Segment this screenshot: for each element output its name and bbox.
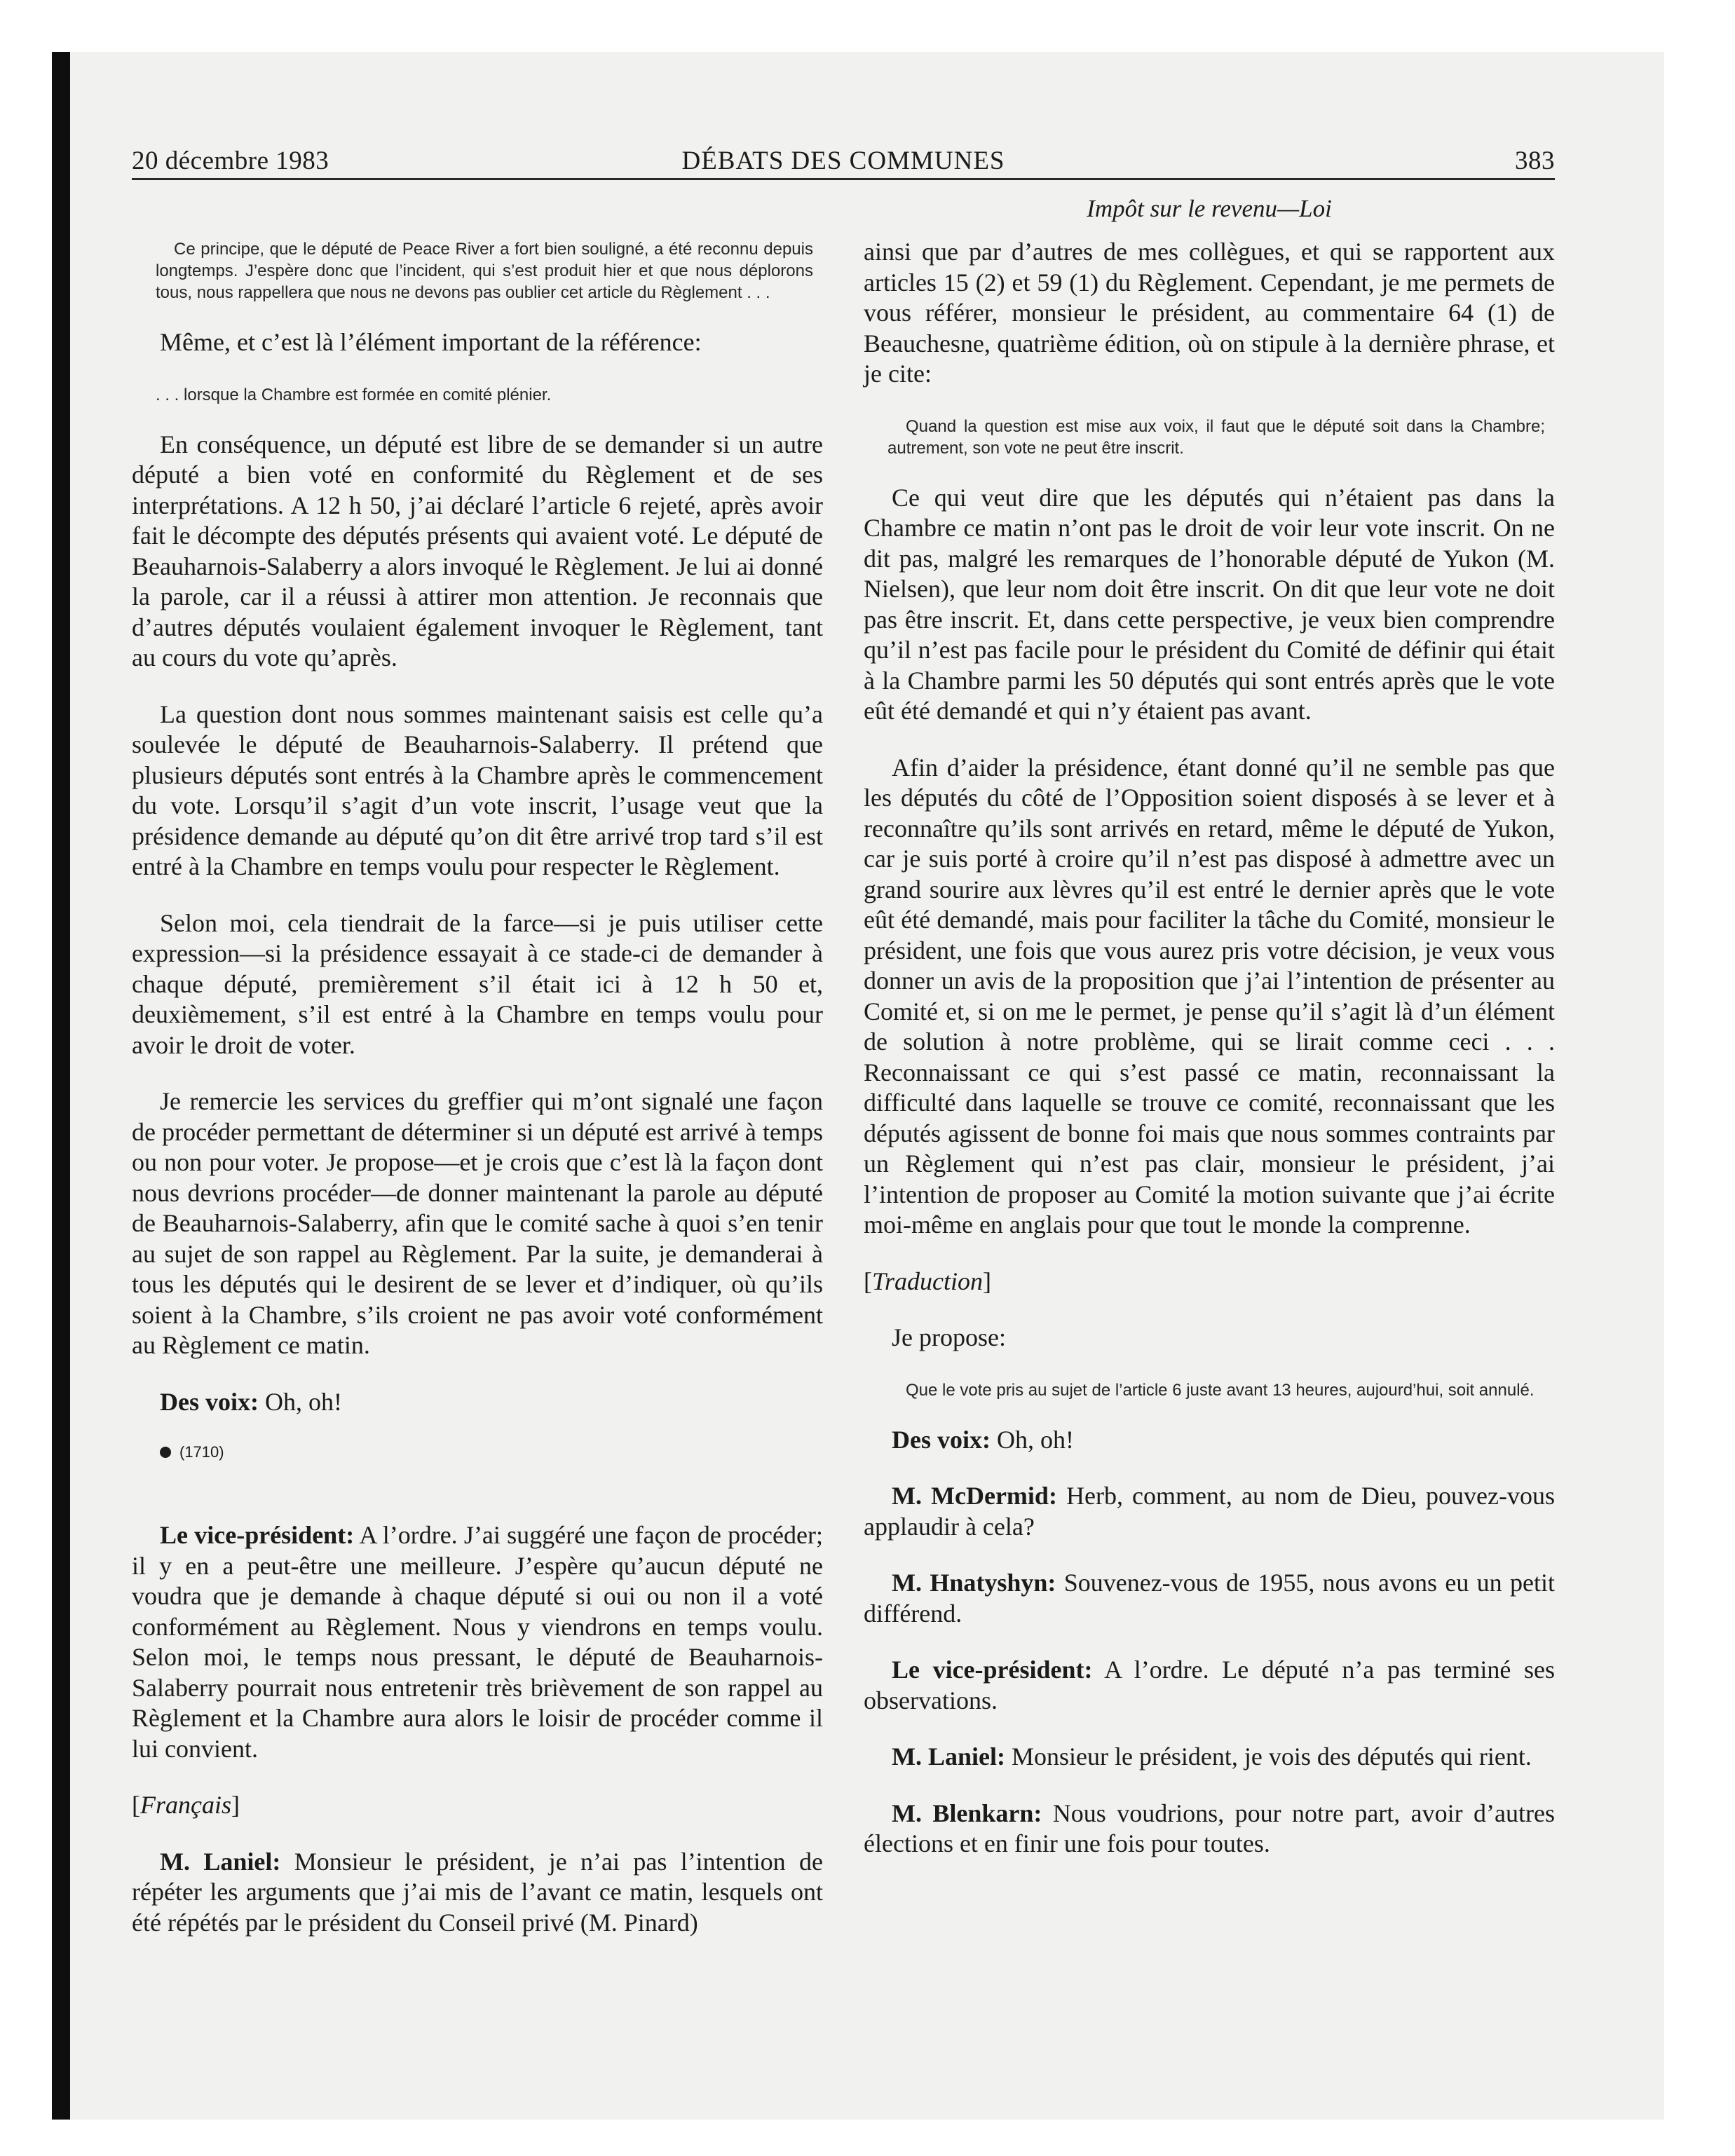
speech-text: Nous voudrions, pour notre part, avoir d’autres élections et en finir une fois pour toutes.	[864, 1799, 1555, 1857]
speech-text: Souvenez-vous de 1955, nous avons eu un petit différend.	[864, 1569, 1555, 1628]
quotation-block: Ce principe, que le député de Peace River a fort bien souligné, a été reconnu depuis longtemps. J’espère donc que l’incident, qui s’est produit hier et que nous déplorons tous, nous rappellera que nous ne devons pas oublier cet article du Règlement . . .	[156, 240, 813, 302]
language-tag: [Traduction]	[864, 1267, 992, 1295]
speech-text: Oh, oh!	[258, 1387, 342, 1416]
right-column	[864, 237, 1555, 1885]
speech	[864, 1481, 1555, 1542]
speech-text: A l’ordre. Le député n’a pas terminé ses observations.	[864, 1656, 1555, 1714]
paragraph: La question dont nous sommes maintenant saisis est celle qu’a soulevée le député de Beauharnois-Salaberry. Il prétend que plusieurs députés sont entrés à la Chambre après le commencement du vote. Lorsqu’il s’agit d’un vote inscrit, l’usage veut que la présidence demande au député qu’on dit être arrivé trop tard s’il est entré à la Chambre en temps voulu pour respecter le Règlement.	[132, 700, 823, 880]
speech	[132, 1520, 823, 1764]
paragraph: Même, et c’est là l’élément important de la référence:	[160, 328, 702, 356]
header-publication: DÉBATS DES COMMUNES	[681, 146, 1005, 175]
quotation-block: . . . lorsque la Chambre est formée en comité plénier.	[156, 385, 552, 404]
paragraph: Je remercie les services du greffier qui m’ont signalé une façon de procéder permettant de déterminer si un député est arrivé à temps ou non pour voter. Je propose—et je crois que c’est là la façon dont nous devrions procéder—de donner maintenant la parole au député de Beauharnois-Salaberry, afin que le comité sache à quoi s’en tenir au sujet de son rappel au Règlement. Par la suite, je demanderai à tous les députés qui le desirent de se lever et d’indiquer, où qu’ils soient à la Chambre, s’ils croient ne pas avoir voté conformément au Règlement ce matin.	[132, 1087, 823, 1359]
speaker-name: M. McDermid:	[892, 1482, 1057, 1510]
speech-text: Monsieur le président, je vois des députés qui rient.	[1005, 1742, 1532, 1770]
paragraph: Selon moi, cela tiendrait de la farce—si je puis utiliser cette expression—si la présidence essayait à ce stade-ci de demander à chaque député, premièrement s’il était ici à 12 h 50 et, deuxièmement, s’il est entré à la Chambre en temps voulu pour avoir le droit de voter.	[132, 908, 823, 1059]
speech-text: Herb, comment, au nom de Dieu, pouvez-vous applaudir à cela?	[864, 1482, 1556, 1541]
speaker-name: Des voix:	[160, 1387, 259, 1416]
paragraph: En conséquence, un député est libre de se demander si un autre député a bien voté en conformité du Règlement et de ses interprétations. A 12 h 50, j’ai déclaré l’article 6 rejeté, après avoir fait le décompte des députés présents qui avaient voté. Le député de Beauharnois-Salaberry a alors invoqué le Règlement. Je lui ai donné la parole, car il a réussi à attirer mon attention. Je reconnais que d’autres députés voulaient également invoquer le Règlement, tant au cours du vote qu’après.	[132, 430, 823, 671]
speaker-name: M. Blenkarn:	[892, 1799, 1042, 1827]
left-column	[132, 238, 823, 1938]
speaker-name: M. Laniel:	[160, 1847, 281, 1876]
header-date: 20 décembre 1983	[132, 146, 329, 175]
speaker-name: Le vice-président:	[160, 1521, 355, 1549]
header-page-number: 383	[1515, 146, 1555, 175]
speech	[132, 1387, 823, 1418]
time-stamp: (1710)	[179, 1443, 224, 1461]
binding-edge	[52, 52, 70, 2120]
speech	[864, 1568, 1555, 1629]
quotation-block: Quand la question est mise aux voix, il faut que le député soit dans la Chambre; autrement, son vote ne peut être inscrit.	[887, 416, 1545, 458]
running-head: Impôt sur le revenu—Loi	[1087, 195, 1332, 222]
bullet-icon	[160, 1447, 171, 1458]
speech	[864, 1799, 1555, 1860]
language-tag-text: Traduction	[872, 1267, 984, 1295]
speech	[864, 1742, 1555, 1773]
speech	[864, 1655, 1555, 1716]
language-tag: [Français]	[132, 1791, 240, 1819]
paragraph: Je propose:	[892, 1323, 1006, 1351]
speech-text: Oh, oh!	[990, 1425, 1074, 1454]
speaker-name: M. Laniel:	[892, 1742, 1005, 1770]
time-marker	[160, 1443, 823, 1461]
motion-text: Que le vote pris au sujet de l’article 6 juste avant 13 heures, aujourd’hui, soit annulé.	[906, 1380, 1535, 1400]
speech-text: Monsieur le président, je n’ai pas l’intention de répéter les arguments que j’ai mis de l’avant ce matin, lesquels ont été répétés par le président du Conseil privé (M. Pinard)	[132, 1847, 823, 1937]
language-tag-text: Français	[140, 1791, 231, 1819]
speaker-name: Le vice-président:	[892, 1656, 1093, 1684]
speaker-name: M. Hnatyshyn:	[892, 1569, 1056, 1597]
page-header	[132, 139, 1555, 178]
speech	[132, 1847, 823, 1939]
speaker-name: Des voix:	[892, 1425, 991, 1454]
paragraph: ainsi que par d’autres de mes collègues, et qui se rapportent aux articles 15 (2) et 59 (1) du Règlement. Cependant, je me permets de vous référer, monsieur le président, au commentaire 64 (1) de Beauchesne, quatrième édition, où on stipule à la dernière phrase, et je cite:	[864, 238, 1555, 388]
paragraph: Afin d’aider la présidence, étant donné qu’il ne semble pas que les députés du côté de l’Opposition soient disposés à se lever et à reconnaître qu’ils sont arrivés en retard, même le député de Yukon, car je suis porté à croire qu’il n’est pas disposé à admettre avec un grand sourire aux lèvres qu’il est entré le dernier après que le vote eût été demandé, mais pour faciliter la tâche du Comité, monsieur le président, une fois que vous aurez pris votre décision, je veux vous donner un avis de la proposition que j’ai l’intention de présenter au Comité et, si on me le permet, je pense qu’il s’agit là d’un élément de solution à notre problème, qui se lirait comme ceci . . . Reconnaissant ce qui s’est passé ce matin, reconnaissant la difficulté dans laquelle se trouve ce comité, reconnaissant que les députés agissent de bonne foi mais que nous sommes contraints par un Règlement qui n’est pas clair, monsieur le président, j’ai l’intention de proposer au Comité la motion suivante que j’ai écrite moi-même en anglais pour que tout le monde la comprenne.	[864, 753, 1555, 1239]
speech	[864, 1425, 1555, 1456]
header-rule	[132, 178, 1555, 180]
speech-text: A l’ordre. J’ai suggéré une façon de procéder; il y en a peut-être une meilleure. J’espère qu’aucun député ne voudra que je demande à chaque député si oui ou non il a voté conformément au Règlement. Nous y viendrons en temps voulu. Selon moi, le temps nous pressant, le député de Beauharnois-Salaberry pourrait nous entretenir très brièvement de son rappel au Règlement et la Chambre aura alors le loisir de procéder comme il lui convient.	[132, 1521, 823, 1763]
paragraph: Ce qui veut dire que les députés qui n’étaient pas dans la Chambre ce matin n’ont pas le droit de voir leur vote inscrit. On ne dit pas, malgré les remarques de l’honorable député de Yukon (M. Nielsen), que leur nom doit être inscrit. On dit que leur vote ne doit pas être inscrit. Et, dans cette perspective, je veux bien comprendre qu’il n’est pas facile pour le président du Comité de définir qui était à la Chambre parmi les 50 députés qui sont entrés après que le vote eût été demandé et qui n’y étaient pas avant.	[864, 483, 1555, 725]
